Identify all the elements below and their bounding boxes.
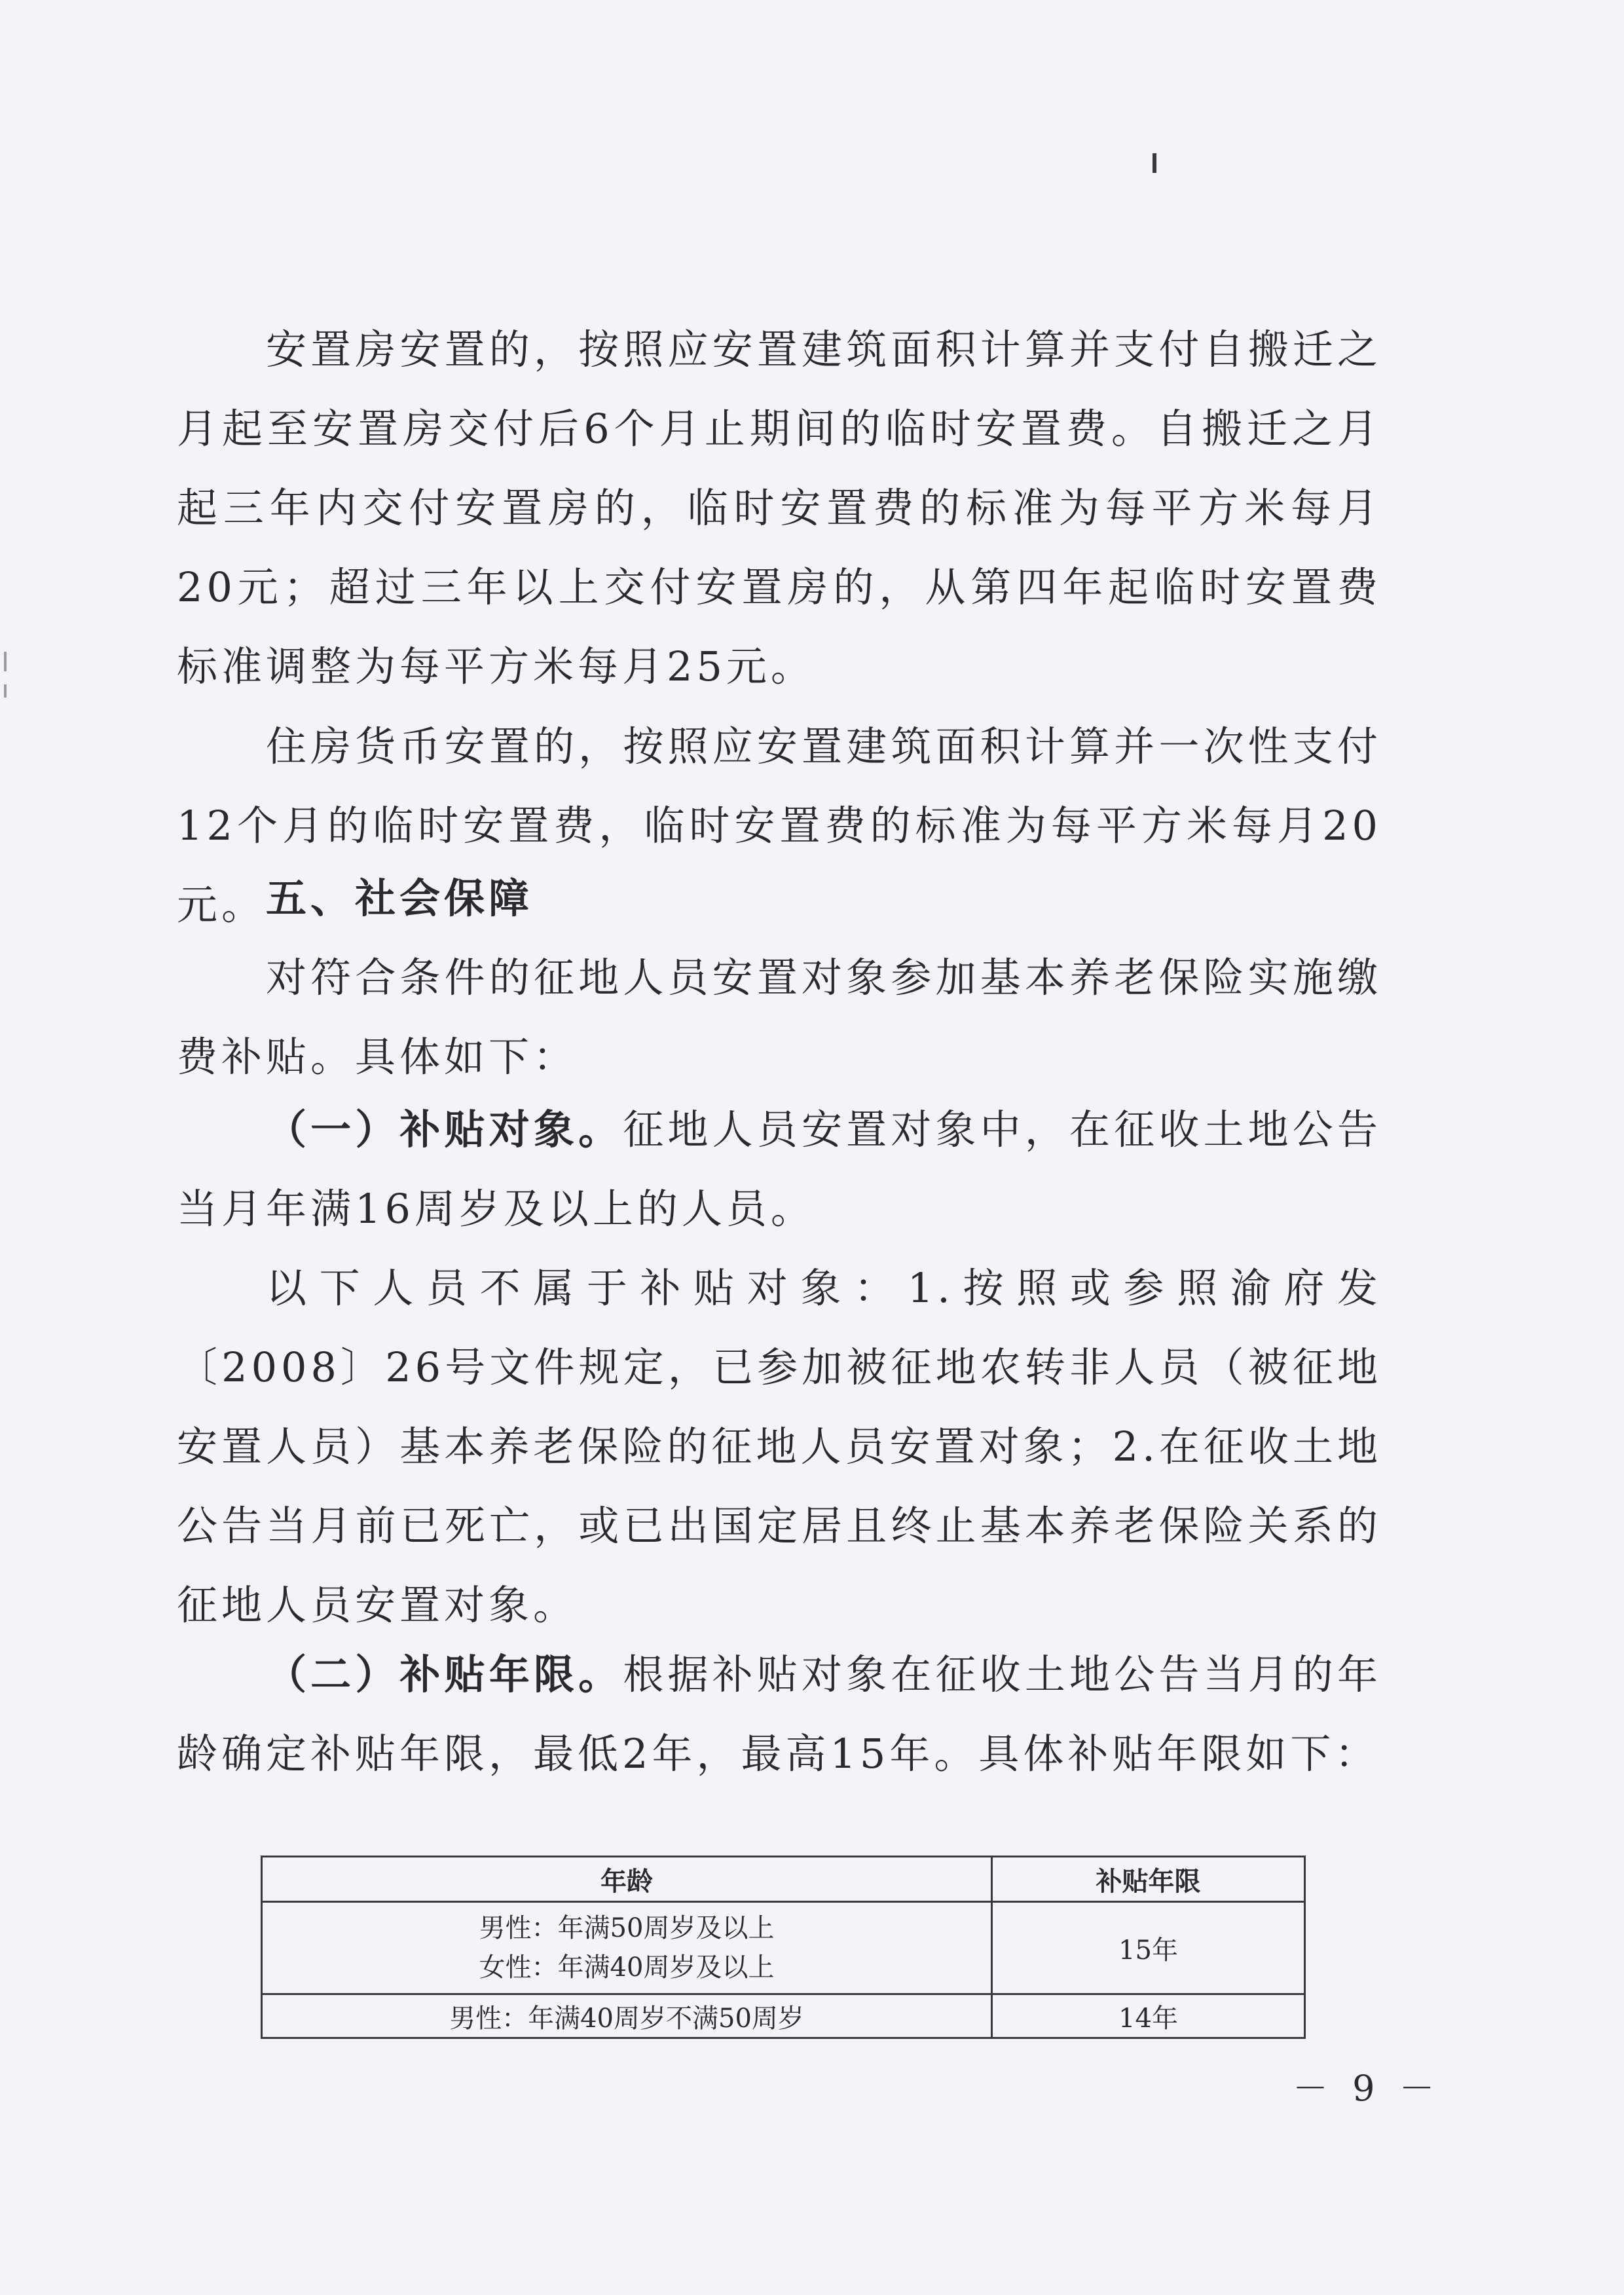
- subsidy-years-table: [261, 1856, 1306, 2039]
- paragraph-pension-subsidy: 对符合条件的征地人员安置对象参加基本养老保险实施缴费补贴。具体如下：: [177, 954, 1382, 1081]
- table-cell-years: 14年: [992, 1994, 1305, 2038]
- scan-edge-mark: [4, 652, 7, 671]
- page-number: － 9 －: [1293, 2068, 1441, 2109]
- scan-mark: [1153, 153, 1156, 173]
- table-cell-age: 男性：年满40周岁不满50周岁: [262, 1994, 992, 2038]
- table-cell-age: [262, 1902, 992, 1994]
- subsection-body-subsidy-years: 根据补贴对象在征收土地公告当月的年龄确定补贴年限，最低2年，最高15年。具体补贴年限如下：: [177, 1651, 1382, 1778]
- table-header-age: 年龄: [262, 1857, 992, 1902]
- paragraph-subsidy-years: [177, 1635, 1382, 1793]
- table-row: [262, 1902, 1305, 1994]
- age-line-male: 男性：年满50周岁及以上: [479, 1913, 775, 1943]
- table-row: [262, 1994, 1305, 2038]
- table-header-row: [262, 1857, 1305, 1902]
- subsection-title-subsidy-years: （二）补贴年限。: [266, 1651, 623, 1698]
- paragraph-monetary-settlement: 住房货币安置的，按照应安置建筑面积计算并一次性支付12个月的临时安置费，临时安置费的标准为每平方米每月20元。: [177, 722, 1382, 929]
- section-heading-social-security: 五、社会保障: [266, 874, 534, 922]
- paragraph-subsidy-target: [177, 1090, 1382, 1248]
- paragraph-temporary-housing-fee: 安置房安置的，按照应安置建筑面积计算并支付自搬迁之月起至安置房交付后6个月止期间的临时安置费。自搬迁之月起三年内交付安置房的，临时安置费的标准为每平方米每月20元；超过三年以上交付安置房的，从第四年起临时安置费标准调整为每平方米每月25元。: [177, 326, 1382, 690]
- table-header-subsidy-years: 补贴年限: [992, 1857, 1305, 1902]
- subsection-body-subsidy-target: 征地人员安置对象中，在征收土地公告当月年满16周岁及以上的人员。: [177, 1106, 1382, 1233]
- table-cell-years: 15年: [992, 1902, 1305, 1994]
- paragraph-excluded-persons: 以下人员不属于补贴对象：1.按照或参照渝府发〔2008〕26号文件规定，已参加被征地农转非人员（被征地安置人员）基本养老保险的征地人员安置对象；2.在征收土地公告当月前已死亡，或已出国定居且终止基本养老保险关系的征地人员安置对象。: [177, 1264, 1382, 1629]
- scan-edge-mark: [4, 684, 7, 698]
- age-line-female: 女性：年满40周岁及以上: [479, 1952, 775, 1983]
- subsection-title-subsidy-target: （一）补贴对象。: [266, 1106, 623, 1153]
